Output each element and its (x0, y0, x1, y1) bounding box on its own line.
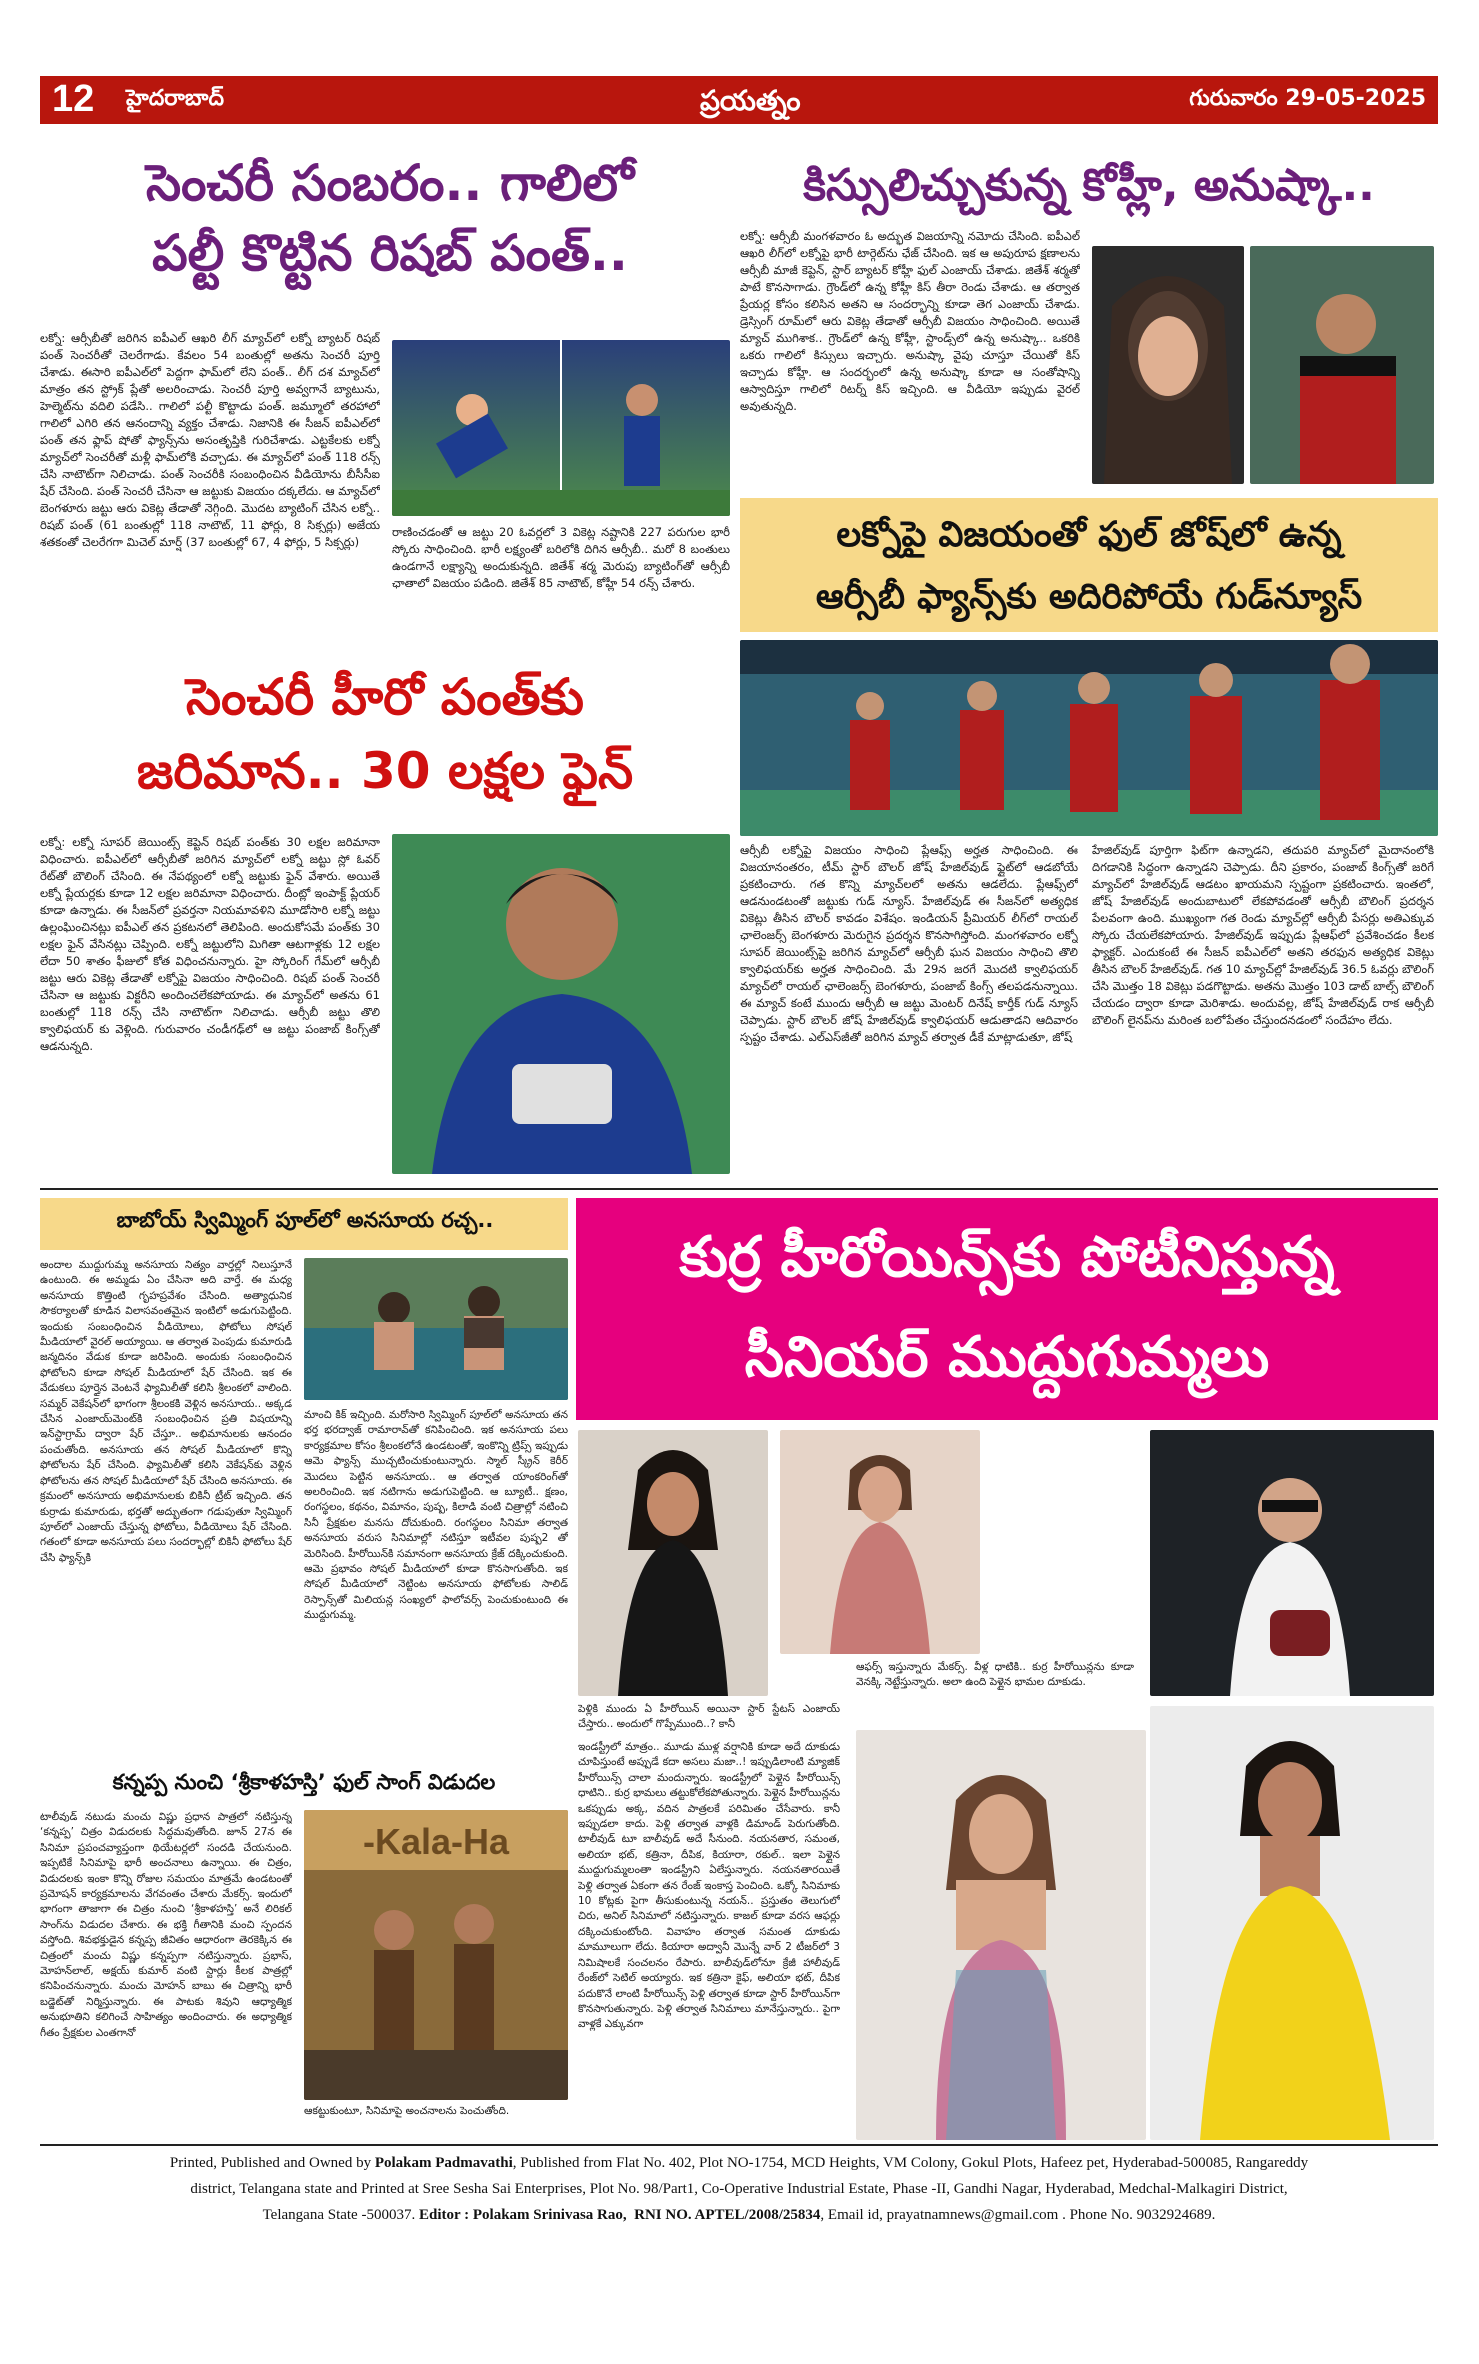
imprint-footer (40, 2150, 1438, 2228)
pant-century-body-left: లక్నో: ఆర్సీబీతో జరిగిన ఐపీఎల్ ఆఖరి లీగ్ మ్యాచ్‌లో లక్నో బ్యాటర్ రిషబ్ పంత్ సెంచరీతో చెలరేగాడు. కేవలం 54 బంతుల్లో అతను సెంచరీ పూర్తి చేశాడు. ఈసారి ఐపీఎల్‌లో పెద్దగా ఫామ్‌లో లేని పంత్.. లీగ్ దశ మ్యాచ్‌లో మాత్రం తన స్ట్రోక్ ప్లేతో అలరించాడు. సెంచరీ పూర్తి అవ్వగానే బ్యాటును, హెల్మెట్‌ను వదిలి పడేసి.. గాలిలో పల్టీ కొట్టాడు పంత్. జమ్మూలో తరహాలో గాలిలో ఎగిరి తన ఆనందాన్ని వ్యక్తం చేశాడు. నిజానికి ఈ సీజన్ ఐపీఎల్‌లో పంత్ తన ఫ్లాప్ షోతో ఫ్యాన్స్‌ను అసంతృప్తికి గురిచేశాడు. ఎట్టకేలకు లక్నో మ్యాచ్‌లో సెంచరీతో మళ్లీ ఫామ్‌లోకి వచ్చాడు. ఈ మ్యాచ్‌లో పంత్ 118 రన్స్ చేసి నాటౌట్‌గా నిలిచాడు. పంత్ సెంచరీకి సంబంధించిన వీడియోను బీసీసీఐ షేర్ చేసింది. పంత్ సెంచరీ చేసినా ఆ జట్టుకు విజయం దక్కలేదు. ఆ మ్యాచ్‌లో బెంగళూరు జట్టు ఆరు వికెట్ల తేడాతో నెగ్గింది. మొదట బ్యాటింగ్ చేసిన లక్నో.. రిషబ్ పంత్ (61 బంతుల్లో 118 నాటౌట్, 11 ఫోర్లు, 8 సిక్సర్లు) అజేయ శతకంతో చెలరేగగా మిచెల్ మార్ష్ (37 బంతుల్లో 67, 4 ఫోర్లు, 5 సిక్సర్లు) (40, 331, 380, 549)
imprint-state: Telangana State -500037. (262, 2207, 419, 2223)
pant-somersault-photo (392, 340, 730, 516)
paper-logo: ప్రయత్నం (700, 84, 801, 117)
anushka-photo (1092, 246, 1244, 484)
kohli-photo (1250, 246, 1434, 484)
kannappa-song-still (304, 1810, 568, 2100)
kohli-anushka-headline: కిస్సులిచ్చుకున్న కోహ్లీ, అనుష్కా.. (803, 160, 1375, 211)
rcb-fans-headline (740, 504, 1438, 628)
imprint-prefix: Printed, Published and Owned by (169, 2155, 375, 2171)
imprint-contact: , Email id, prayatnamnews@gmail.com . Phone No. 9032924689. (820, 2207, 1216, 2223)
section-divider (40, 1188, 1438, 1190)
kohli-anushka-body: లక్నో: ఆర్సీబీ మంగళవారం ఓ అద్భుత విజయాన్ని నమోదు చేసింది. ఐపీఎల్ ఆఖరి లీగ్‌లో లక్నోపై భారీ టార్గెట్‌ను ఛేజ్ చేసింది. ఇక ఆ అపురూప క్షణాలను ఆర్సీబీ మాజీ కెప్టెన్, స్టార్ బ్యాటర్ కోహ్లీ ఫుల్ ఎంజాయ్ చేశాడు. జితేశ్ శర్మతో పాటే కొనసాగాడు. గ్రౌండ్‌లో ఉన్న కోహ్లీ కిస్ తీరా రెండు చేశాడు. ఆ తర్వాత ప్రేయర్ల కోసం కలిసిన అతని ఆ సందర్భాన్ని కూడా తెగ ఎంజాయ్ చేశాడు. డ్రెస్సింగ్ రూమ్‌లో ఆరు వికెట్ల తేడాతో ఆర్సీబీ విజయం సాధించింది. అయితే మ్యాచ్ ముగిశాక.. గ్రౌండ్‌లో ఉన్న కోహ్లీ, స్టాండ్స్‌లో ఉన్న అనుష్కా.. ఒకరికి ఒకరు గాలిలో కిస్సులు ఇచ్చారు. అనుష్కా వైపు చూస్తూ చేయితో కిస్ ఇచ్చాడు కోహ్లీ. ఆ సందర్భంలో ఉన్న అనుష్కా కూడా ఆ సంతోషాన్ని ఆస్వాదిస్తూ గాలిలో రిటర్న్ కిస్ ఇచ్చింది. ఆ వీడియో ఇప్పుడు వైరల్ అవుతున్నది. (740, 229, 1080, 413)
pant-century-body-right: రాణించడంతో ఆ జట్టు 20 ఓవర్లలో 3 వికెట్ల నష్టానికి 227 పరుగుల భారీ స్కోరు సాధించింది. భారీ లక్ష్యంతో బరిలోకి దిగిన ఆర్సీబీ.. మరో 8 బంతులు ఉండగానే లక్ష్యాన్ని అందుకున్నది. జితేశ్ శర్మ మెరుపు బ్యాటింగ్‌తో ఆర్సీబీ ఛాతాలో విజయం పడింది. జితేశ్ 85 నాటౌట్, కోహ్లీ 54 రన్స్ చేశారు. (392, 525, 730, 590)
heroines-headline (576, 1208, 1438, 1408)
imprint-line-3 (40, 2202, 1438, 2228)
page-number: 12 (52, 78, 95, 120)
pant-century-headline (40, 148, 740, 288)
masthead (40, 76, 1438, 124)
imprint-line-1 (40, 2150, 1438, 2176)
pant-fine-body: లక్నో: లక్నో సూపర్ జెయింట్స్ కెప్టెన్ రిషబ్ పంత్‌కు 30 లక్షల జరిమానా విధించారు. ఐపీఎల్‌లో ఆర్సీబీతో జరిగిన మ్యాచ్‌లో లక్నో జట్టు స్లో ఓవర్ రేట్‌తో బౌలింగ్ చేసింది. ఈ నేపథ్యంలో లక్నో జట్టుకు ఫైన్ వేశారు. అయితే లక్నో ప్లేయర్లకు కూడా 12 లక్షల జరిమానా విధించారు. దీంట్లో ఇంపాక్ట్ ప్లేయర్ కూడా ఉన్నాడు. ఈ సీజన్‌లో ప్రవర్తనా నియమావళిని మూడోసారి లక్నో జట్టు ఉల్లంఘించినట్లు ఐపీఎల్ తన ప్రకటనలో తెలిపింది. అందుకోసమే పంత్‌కు 30 లక్షల ఫైన్ వేసినట్లు చెప్పింది. లక్నో జట్టులోని మిగితా ఆటగాళ్లకు 12 లక్షల లేదా 50 శాతం ఫీజులో కోత విధించనున్నారు. హై స్కోరింగ్ గేమ్‌లో ఆర్సీబీ జట్టు ఆరు వికెట్ల తేడాతో లక్నోపై విజయం సాధించింది. రిషబ్ పంత్ సెంచరీ చేసినా ఆ జట్టుకు విక్టరీని అందించలేకపోయాడు. ఈ మ్యాచ్‌లో అతను 61 బంతుల్లో 118 రన్స్ చేసి నాటౌట్‌గా నిలిచాడు. ఆర్సీబీ జట్టు తొలి క్వాలిఫయర్ కు వెళ్లింది. గురువారం చండీగఢ్‌లో ఆ జట్టు పంజాబ్ కింగ్స్‌తో ఆడనున్నది. (40, 835, 380, 1053)
rcb-fans-body-col1: ఆర్సీబీ లక్నోపై విజయం సాధించి ప్లేఆఫ్స్ అర్హత సాధించింది. ఈ విజయానంతరం, టీమ్ స్టార్ బౌలర్ జోష్ హేజిల్‌వుడ్ ఫ్లైట్‌లో ఆడబోయే ప్రకటించారు. గత కొన్ని మ్యాచ్‌లలో అతను ఆడలేదు. ప్లేఆఫ్స్‌లో ఆడనుండటంతో జట్టుకు గుడ్ న్యూస్. హేజిల్‌వుడ్ ఈ సీజన్‌లో అత్యధిక వికెట్లు తీసిన బౌలర్ కావడం విశేషం. ఇండియన్ ప్రీమియర్ లీగ్‌లో రాయల్ ఛాలెంజర్స్ బెంగళూరు మెరుగైన ప్రదర్శన కొనసాగిస్తోంది. మంగళవారం లక్నో సూపర్ జెయింట్స్‌పై జరిగిన మ్యాచ్‌లో ఆర్సీబీ ఘన విజయం సాధించి తొలి క్వాలిఫయర్‌కు అర్హత సాధించింది. మే 29న జరగే మొదటి క్వాలిఫయర్ మ్యాచ్‌లో రాయల్ ఛాలెంజర్స్ బెంగళూరు, పంజాబ్ కింగ్స్ తలపడనున్నాయి. ఈ మ్యాచ్ కంటే ముందు ఆర్సీబీ ఆ జట్టు మెంటర్ దినేష్ కార్తీక్ గుడ్ న్యూస్ చెప్పాడు. స్టార్ బౌలర్ జోష్ హేజిల్‌వుడ్ క్వాలిఫయర్ ఆడుతాడని ఆదివారం స్పష్టం చేశాడు. ఎల్ఎస్‌జీతో జరిగిన మ్యాచ్ తర్వాత డీకే మాట్లాడుతూ, జోష్ (740, 843, 1078, 1044)
kannappa-headline: కన్నప్ప నుంచి ‘శ్రీకాళహస్తి’ ఫుల్ సాంగ్ విడుదల (112, 1770, 496, 1794)
kannappa-photo-title: -Kala-Ha (362, 1821, 510, 1862)
nayanthara-photo (578, 1430, 768, 1696)
kannappa-caption: ఆకట్టుకుంటూ, సినిమాపై అంచనాలను పెంచుతోంది. (304, 2105, 510, 2117)
pant-fine-headline-line2: జరిమాన.. 30 లక్షల ఫైన్ (136, 742, 634, 800)
pant-fine-headline-line1: సెంచరీ హీరో పంత్‌కు (186, 668, 584, 726)
deepika-padukone-photo (1150, 1706, 1434, 2140)
heroines-caption-1: పెళ్లికి ముందు ఏ హీరోయిన్ అయినా స్టార్ స్టేటస్ ఎంజాయ్ చేస్తారు.. అందులో గొప్పేముంది..? కానీ (578, 1703, 840, 1731)
rcb-fans-body-col2: హేజిల్‌వుడ్ పూర్తిగా ఫిట్‌గా ఉన్నాడని, తదుపరి మ్యాచ్‌లో మైదానంలోకి దిగడానికి సిద్ధంగా ఉన్నాడని చెప్పాడు. దీని ప్రకారం, పంజాబ్ కింగ్స్‌తో జరిగే మ్యాచ్‌లో హేజిల్‌వుడ్ ఆడటం ఖాయమని స్పష్టంగా ప్రకటించారు. ఇంతలో, జోష్ హేజిల్‌వుడ్ అందుబాటులో లేకపోవడంతో ఆర్సీబీ బౌలింగ్ ప్రదర్శన పేలవంగా ఉంది. ముఖ్యంగా గత రెండు మ్యాచ్‌ల్లో ఆర్సీబీ పేసర్లు అతిఎక్కువ స్కోరు చేయలేకపోయారు. హేజిల్‌వుడ్ ఇప్పుడు ప్లేఆఫ్‌లో ప్రవేశించడం కీలక ఫ్యాక్టర్. ఎందుకంటే ఈ సీజన్ ఐపీఎల్‌లో అతని తరఫున అత్యధిక వికెట్లు తీసిన బౌలర్ హేజిల్‌వుడ్. గత 10 మ్యాచ్‌ల్లో హేజిల్‌వుడ్ 36.5 ఓవర్లు బౌలింగ్ చేసి మొత్తం 18 వికెట్లు పడగొట్టాడు. అతను మొత్తం 103 డాట్ బాల్స్ బౌలింగ్ చేయడం ద్వారా కూడా మెరిశాడు. అందువల్ల, జోష్ హేజిల్‌వుడ్ రాక ఆర్సీబీ బౌలింగ్ లైనప్‌ను మరింత బలోపేతం చేస్తుందనడంలో సందేహం లేదు. (1092, 843, 1434, 1027)
heroines-body: ఇండస్ట్రీలో మాత్రం.. మూడు ముళ్ల వర్షానికి కూడా అదే దూకుడు చూపిస్తుంటే అప్పుడే కదా అసలు మజా..! ఇప్పుడిలాంటి మ్యాజిక్ హీరోయిన్స్ చాలా మందున్నారు. ఇండస్ట్రీలో పెళ్లైన హీరోయిన్స్ ధాటిని.. కుర్ర భామలు తట్టుకోలేకపోతున్నారు. పెళ్లైన హీరోయిన్లను ఒకప్పుడు అక్క, వదిన పాత్రలకే పరిమితం చేసేవారు. కానీ ఇప్పుడలా కాదు. పెళ్లి తర్వాత వాళ్లకి డిమాండ్ పెరుగుతోంది. టాలీవుడ్ టూ బాలీవుడ్ అదే సీనుంది. నయనతార, సమంత, అలియా భట్, కత్రినా, దీపిక, కియారా, రకుల్.. ఇలా పెళ్లైన ముద్దుగుమ్మలంతా ఇండస్ట్రీని ఏలేస్తున్నారు. నయనతారయితే పెళ్లి తర్వాత ఏకంగా తన రేంజ్ ఇంకాస్త పెంచింది. ఒక్కో సినిమాకు 10 కోట్లకు పైగా తీసుకుంటున్న నయన్.. ప్రస్తుతం తెలుగులో చిరు, అనిల్ సినిమాలో నటిస్తున్నారు. కాజల్ కూడా వరస ఆఫర్లు దక్కించుకుంటోంది. వివాహం తర్వాత సమంత దూకుడు మామూలుగా లేదు. కియారా అద్వానీ మొన్నే వార్ 2 టీజర్‌లో 3 నిమిషాలకే సంచలనం రేపారు. బాలీవుడ్‌లోనూ క్రేజీ హాలీవుడ్ రేంజ్‌లో సెటిల్ అయ్యారు. ఇక కత్రినా కైఫ్, అలియా భట్, దీపిక పదుకొనే లాంటి హీరోయిన్స్ పెళ్లి తర్వాత కూడా స్టార్ హీరోయిన్‌గా కొనసాగుతున్నారు. పెళ్లి తర్వాత సినిమాలు మానేస్తున్నారు.. పైగా వాళ్లకే ఎక్కువగా (578, 1741, 840, 2031)
pant-century-headline-line2: పల్టీ కొట్టిన రిషబ్ పంత్.. (152, 224, 628, 282)
samantha-photo (780, 1430, 980, 1654)
heroines-headline-line2: సీనియర్ ముద్దుగుమ్మలు (744, 1325, 1270, 1390)
anasuya-body-left: అందాల ముద్దుగుమ్మ అనసూయ నిత్యం వార్తల్లో నిలుస్తూనే ఉంటుంది. ఈ అమ్మడు ఏం చేసినా అది వార్తే. ఈ మధ్య అనసూయ కొత్తింటి గృహప్రవేశం చేసింది. అత్యాధునిక సౌకర్యాలతో కూడిన విలాసవంతమైన ఇంటిలో అడుగుపెట్టింది. ఇందుకు సంబంధించిన వీడియోలు, ఫోటోలు సోషల్ మీడియాలో వైరల్ అయ్యాయి. ఆ తర్వాత పెంపుడు కుమారుడి జన్మదినం వేడుక కూడా జరిపింది. అందుకు సంబంధించిన ఫోటోలని కూడా సోషల్ మీడియాలో షేర్ చేసింది. ఇక ఈ వేడుకలు పూర్తైన వెంటనే ఫ్యామిలీతో కలిసి శ్రీలంకలో వాలింది. సమ్మర్ వెకేషన్‌లో భాగంగా శ్రీలంకకి వెళ్లిన అనసూయ.. అక్కడ చేసిన ఎంజాయ్‌మెంట్‌కి సంబంధించిన ప్రతి విషయాన్ని ఇన్‌స్టాగ్రామ్ ద్వారా షేర్ చేస్తూ.. అభిమానులకు ఆనందం పంచుతోంది. అనసూయ తన సోషల్ మీడియాలో కొన్ని ఫోటోలను షేర్ చేసింది. ఫ్యామిలీతో కలిసి వెకేషన్‌కు వెళ్లిన ఫోటోలను తన సోషల్ మీడియాలో షేర్ చేసింది అనసూయ. ఈ క్రమంలో అనసూయ అభిమానులకు బికినీ ట్రీట్ ఇచ్చింది. తన కుర్రాడు కుమారుడు, భర్తతో అద్భుతంగా గడుపుతూ స్విమ్మింగ్ పూల్‌లో ఎంజాయ్ చేస్తున్న ఫోటోలు, వీడియోలు షేర్ చేసింది. గతంలో కూడా అనసూయ పలు సందర్భాల్లో బికినీ ఫోటోలు షేర్ చేసి ఫ్యాన్స్‌కి (40, 1259, 292, 1564)
anasuya-pool-photo (304, 1258, 568, 1400)
rcb-fans-headline-line1: లక్నోపై విజయంతో ఫుల్ జోష్‌లో ఉన్న (836, 515, 1342, 555)
pant-fine-headline (40, 660, 730, 808)
kiara-advani-photo (856, 1730, 1146, 2140)
imprint-rni: RNI NO. APTEL/2008/25834 (634, 2207, 821, 2223)
anasuya-body-right: మాంచి కిక్ ఇచ్చింది. మరోసారి స్విమ్మింగ్ పూల్‌లో అనసూయ తన భర్త భరద్వాజ్ రామారావ్‌తో కనిపించింది. ఇక అనసూయ పలు కార్యక్రమాల కోసం శ్రీలంకలోనే ఉండటంతో, ఇంకొన్ని ట్రిప్స్ ఇప్పుడు ఆమె ఫ్యాన్స్ ముచ్చటించుకుంటున్నారు. స్మాల్ స్క్రీన్ కెరీర్ మొదలు పెట్టిన అనసూయ.. ఆ తర్వాత యాంకరింగ్‌తో అలరించింది. ఇక నటిగాను అడుగుపెట్టింది. ఆ బ్యూటీ.. క్షణం, రంగస్థలం, కథనం, విమానం, పుష్ప, కిలాడి వంటి చిత్రాల్లో నటించి సినీ ప్రేక్షకుల మనసు దోచుకుంది. రంగస్థలం సినిమా తర్వాత అనసూయ వరుస సినిమాల్లో నటిస్తూ ఇటీవల పుష్ప2 తో మెరిసింది. హీరోయిన్‌కి సమానంగా అనసూయ క్రేజ్ దక్కించుకుంది. ఆమె ప్రభావం సోషల్ మీడియాలో కూడా కొనసాగుతోంది. ఇక సోషల్ మీడియాలో నెట్టింట అనసూయ ఫోటోలకు సాలిడ్ రెస్పాన్స్‌తో మిలియన్ల సంఖ్యలో ఫాలోవర్స్ పెంచుకుంటుంది ఈ ముద్దుగుమ్మ. (304, 1409, 568, 1622)
rcb-fans-headline-line2: ఆర్సీబీ ఫ్యాన్స్‌కు అదిరిపోయే గుడ్‌న్యూస్ (815, 577, 1363, 617)
kannappa-body: టాలీవుడ్ నటుడు మంచు విష్ణు ప్రధాన పాత్రలో నటిస్తున్న ‘కన్నప్ప’ చిత్రం విడుదలకు సిద్ధమవుతోంది. జూన్ 27న ఈ సినిమా ప్రపంచవ్యాప్తంగా థియేటర్లలో సందడి చేయనుంది. ఇప్పటికే సినిమాపై భారీ అంచనాలు ఉన్నాయి. ఈ చిత్రం, విడుదలకు ఇంకా కొన్ని రోజుల సమయం మాత్రమే ఉండటంతో ప్రమోషన్ కార్యక్రమాలను వేగవంతం చేశారు మేకర్స్. ఇందులో భాగంగా తాజాగా ఈ చిత్రం నుంచి ‘శ్రీకాళహస్తి’ అనే లిరికల్ సాంగ్‌ను విడుదల చేశారు. ఈ భక్తి గీతానికి మంచి స్పందన వస్తోంది. శివభక్తుడైన కన్నప్ప జీవితం ఆధారంగా తెరకెక్కిన ఈ చిత్రంలో మంచు విష్ణు కన్నప్పగా నటిస్తున్నారు. ప్రభాస్, మోహన్‌లాల్, అక్షయ్ కుమార్ వంటి స్టార్లు కీలక పాత్రల్లో కనిపించనున్నారు. మంచు మోహన్ బాబు ఈ చిత్రాన్ని భారీ బడ్జెట్‌తో నిర్మిస్తున్నారు. ఈ పాటకు శివుని ఆధ్యాత్మిక అనుభూతిని కలిగించే సాహిత్యం అందించారు. ఈ అధ్యాత్మిక గీతం ప్రేక్షకుల ఎంతగానో (40, 1811, 292, 2039)
imprint-owner: Polakam Padmavathi (374, 2155, 513, 2171)
alia-bhatt-photo (1150, 1430, 1434, 1696)
pant-portrait-photo (392, 834, 730, 1174)
imprint-address: , Published from Flat No. 402, Plot NO-1754, MCD Heights, VM Colony, Gokul Plots, Hafeez pet, Hyderabad-500085, Rangareddy (512, 2155, 1309, 2171)
heroines-caption-2: ఆఫర్స్ ఇస్తున్నారు మేకర్స్. వీళ్ల ధాటికి.. కుర్ర హీరోయిన్లను కూడా వెనక్కి నెట్టేస్తున్నారు. అలా ఉంది పెళ్లైన భామల దూకుడు. (856, 1661, 1134, 1689)
city-label: హైదరాబాద్ (126, 86, 224, 111)
imprint-editor: Editor : Polakam Srinivasa Rao, (418, 2207, 627, 2223)
anasuya-headline: బాబోయ్ స్విమ్మింగ్ పూల్‌లో అనసూయ రచ్చ.. (116, 1208, 494, 1232)
imprint-line-2: district, Telangana state and Printed at Sree Sesha Sai Enterprises, Plot No. 98/Part1, Co-Operative Industrial Estate, Phase -II, Gandhi Nagar, Hyderabad, Medchal-Malkagiri District, (190, 2181, 1288, 2197)
issue-date: గురువారం 29-05-2025 (1189, 86, 1426, 111)
pant-century-headline-line1: సెంచరీ సంబరం.. గాలిలో (145, 154, 634, 212)
footer-rule (40, 2144, 1438, 2146)
heroines-headline-line1: కుర్ర హీరోయిన్స్‌కు పోటీనిస్తున్న (679, 1225, 1335, 1290)
rcb-team-photo (740, 640, 1438, 836)
